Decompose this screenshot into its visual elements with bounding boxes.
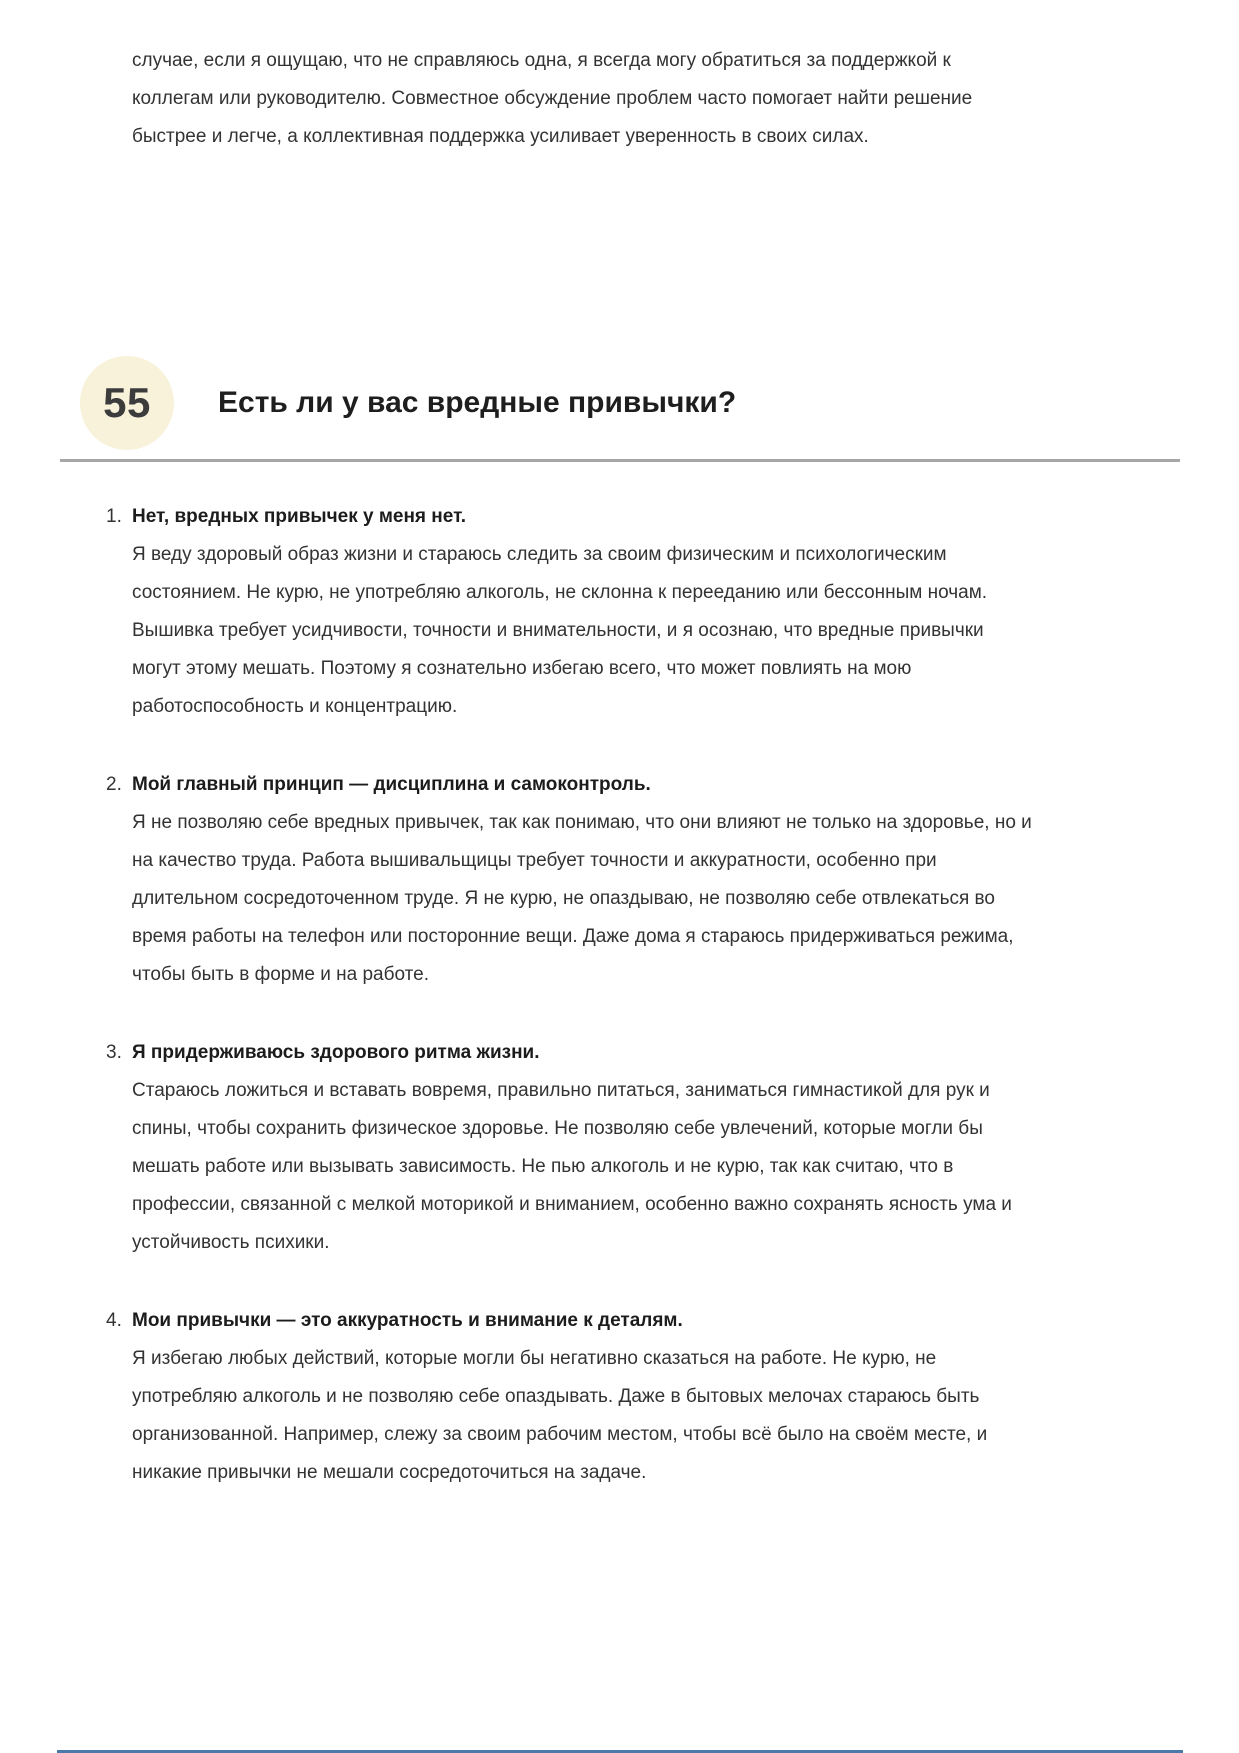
question-section-header <box>80 356 1239 450</box>
answer-body: Я веду здоровый образ жизни и стараюсь следить за своим физическим и психологическим состоянием. Не курю, не употребляю алкоголь, не склонна к перееданию или бессонным ночам. Вышивка требует усидчивости, точности и внимательности, и я осознаю, что вредные привычки могут этому мешать. Поэтому я сознательно избегаю всего, что может повлиять на мою работоспособность и концентрацию. <box>132 544 988 717</box>
answer-item <box>0 498 1239 726</box>
answer-title: Я придерживаюсь здорового ритма жизни. <box>132 1042 540 1063</box>
answer-number: 2. <box>106 774 122 795</box>
answer-number: 4. <box>106 1310 122 1331</box>
answer-content <box>132 498 1035 726</box>
answer-body: Я не позволяю себе вредных привычек, так как понимаю, что они влияют не только на здоровье, но и на качество труда. Работа вышивальщицы требует точности и аккуратности, особенно при длительном сосредоточенном труде. Я не курю, не опаздываю, не позволяю себе отвлекаться во время работы на телефон или посторонние вещи. Даже дома я стараюсь придерживаться режима, чтобы быть в форме и на работе. <box>132 812 1032 985</box>
answer-content <box>132 766 1035 994</box>
answers-list <box>0 498 1239 1492</box>
answer-number: 1. <box>106 506 122 527</box>
section-divider <box>60 459 1180 462</box>
answer-number: 3. <box>106 1042 122 1063</box>
answer-title: Мои привычки — это аккуратность и внимание к деталям. <box>132 1310 683 1331</box>
answer-content <box>132 1302 1035 1492</box>
answer-item <box>0 1302 1239 1492</box>
question-number-badge <box>80 356 174 450</box>
answer-title: Нет, вредных привычек у меня нет. <box>132 506 467 527</box>
question-number: 55 <box>103 379 151 426</box>
answer-item <box>0 1034 1239 1262</box>
answer-item <box>0 766 1239 994</box>
continuation-paragraph: случае, если я ощущаю, что не справляюсь одна, я всегда могу обратиться за поддержкой к коллегам или руководителю. Совместное обсуждение проблем часто помогает найти решение быстрее и легче, а коллективная поддержка усиливает уверенность в своих силах. <box>132 50 973 147</box>
question-title: Есть ли у вас вредные привычки? <box>218 386 737 419</box>
answer-title: Мой главный принцип — дисциплина и самоконтроль. <box>132 774 651 795</box>
answer-content <box>132 1034 1035 1262</box>
answer-body: Стараюсь ложиться и вставать вовремя, правильно питаться, заниматься гимнастикой для рук и спины, чтобы сохранить физическое здоровье. Не позволяю себе увлечений, которые могли бы мешать работе или вызывать зависимость. Не пью алкоголь и не курю, так как считаю, что в профессии, связанной с мелкой моторикой и вниманием, особенно важно сохранять ясность ума и устойчивость психики. <box>132 1080 1012 1253</box>
answer-body: Я избегаю любых действий, которые могли бы негативно сказаться на работе. Не курю, не употребляю алкоголь и не позволяю себе опаздывать. Даже в бытовых мелочах стараюсь быть организованной. Например, слежу за своим рабочим местом, чтобы всё было на своём месте, и никакие привычки не мешали сосредоточиться на задаче. <box>132 1348 988 1483</box>
